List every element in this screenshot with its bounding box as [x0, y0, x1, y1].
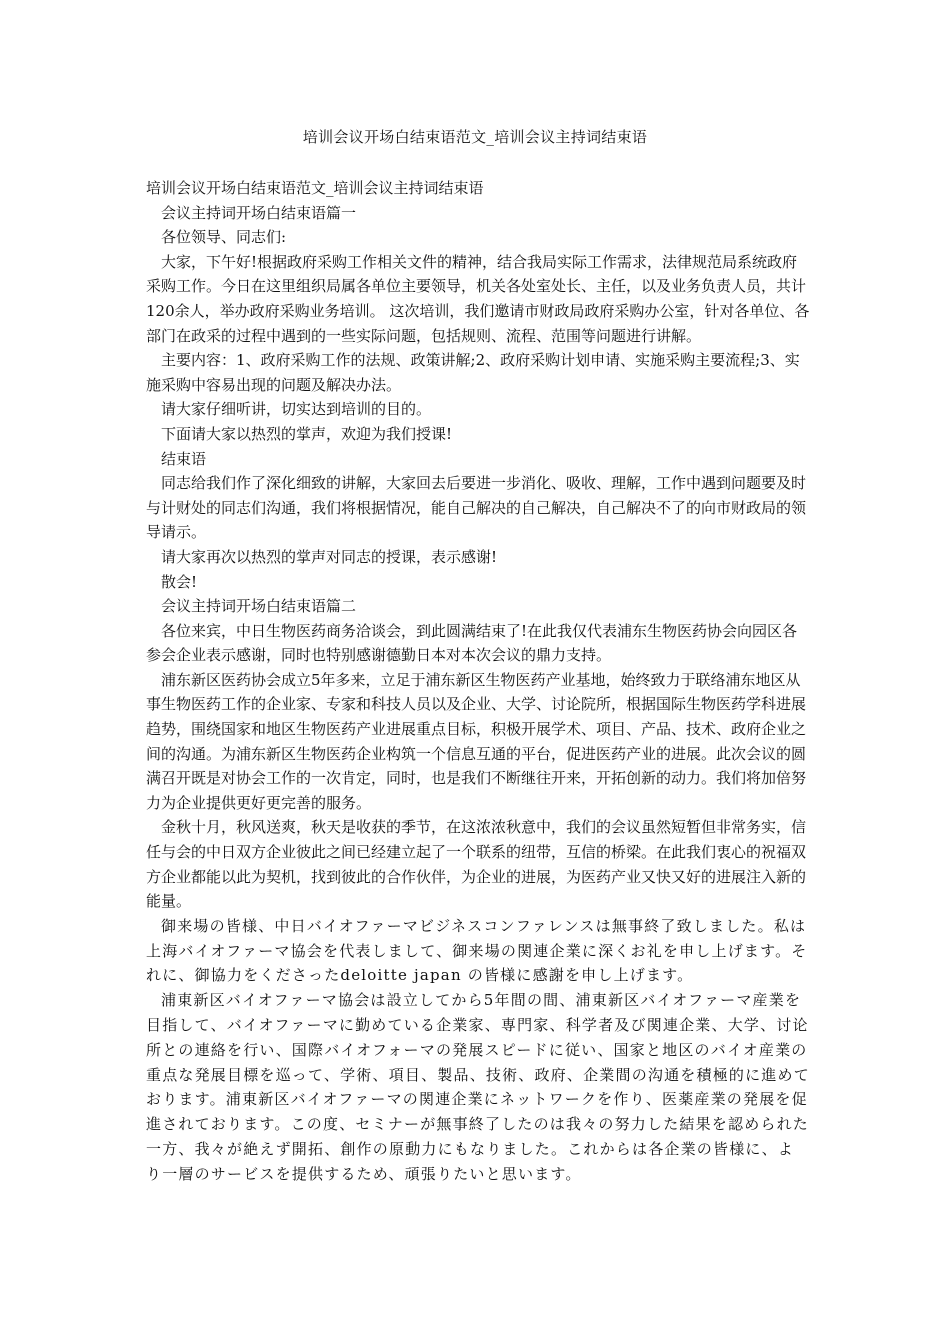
paragraph: 金秋十月，秋风送爽，秋天是收获的季节，在这浓浓秋意中，我们的会议虽然短暂但非常务实，信任与会的中日双方企业彼此之间已经建立起了一个联系的纽带，互信的桥梁。在此我们衷心的祝福双方企业都能以此为契机，找到彼此的合作伙伴，为企业的进展，为医药产业又快又好的进展注入新的能量。: [146, 818, 807, 911]
paragraph: 主要内容：1、政府采购工作的法规、政策讲解;2、政府采购计划申请、实施采购主要流程;3、实施采购中容易出现的问题及解决办法。: [146, 351, 800, 394]
closing-heading: 结束语: [161, 449, 207, 468]
paragraph: 浦东新区医药协会成立5年多来，立足于浦东新区生物医药产业基地，始终致力于联络浦东地区从事生物医药工作的企业家、专家和科技人员以及企业、大学、讨论院所，根据国际生物医药学科进展趋势，围绕国家和地区生物医药产业进展重点目标，积极开展学术、项目、产品、技术、政府企业之间的沟通。为浦东新区生物医药企业构筑一个信息互通的平台，促进医药产业的进展。此次会议的圆满召开既是对协会工作的一次肯定，同时，也是我们不断继往开来，开拓创新的动力。我们将加倍努力为企业提供更好更完善的服务。: [146, 670, 807, 812]
paragraph: 请大家再次以热烈的掌声对同志的授课，表示感谢!: [161, 547, 498, 566]
paragraph: 同志给我们作了深化细致的讲解，大家回去后要进一步消化、吸收、理解，工作中遇到问题要及时与计财处的同志们沟通，我们将根据情况，能自己解决的自己解决，自己解决不了的向市财政局的领导请示。: [146, 474, 807, 542]
document-body: [146, 176, 810, 1187]
paragraph: 下面请大家以热烈的掌声，欢迎为我们授课!: [161, 424, 453, 443]
paragraph: 大家，下午好!根据政府采购工作相关文件的精神，结合我局实际工作需求，法律规范局系统政府采购工作。今日在这里组织局属各单位主要领导，机关各处室处长、主任，以及业务负责人员，共计120余人，举办政府采购业务培训。 这次培训，我们邀请市财政局政府采购办公室，针对各单位、各部门在政采的过程中遇到的一些实际问题，包括规则、流程、范围等问题进行讲解。: [146, 252, 810, 345]
paragraph: 各位领导、同志们:: [161, 228, 287, 247]
document-title: 培训会议开场白结束语范文_培训会议主持词结束语: [302, 128, 648, 146]
section-heading-two: 会议主持词开场白结束语篇二: [161, 597, 357, 616]
paragraph: 请大家仔细听讲，切实达到培训的目的。: [161, 400, 432, 419]
section-heading-one: 会议主持词开场白结束语篇一: [161, 203, 357, 222]
paragraph: 各位来宾，中日生物医药商务洽谈会，到此圆满结束了!在此我仅代表浦东生物医药协会向园区各参会企业表示感谢，同时也特别感谢德勤日本对本次会议的鼎力支持。: [146, 621, 798, 665]
paragraph-japanese: 浦東新区バイオファーマ協会は設立してから5年間の間、浦東新区バイオファーマ産業を目指して、バイオファーマに勤めている企業家、専門家、科学者及び関連企業、大学、讨论所との連絡を行い、国際バイオフォーマの発展スピードに従い、国家と地区のバイオ産業の重点な発展目標を巡って、学術、項目、製品、技術、政府、企業間の沟通を積極的に進めております。浦東新区バイオファーマの関連企業にネットワークを作り、医薬産業の発展を促進されております。この度、セミナーが無事終了したのは我々の努力した結果を認められた一方、我々が絶えず開拓、創作の原動力にもなりました。これからは各企業の皆様に、より一層のサービスを提供するため、頑張りたいと思います。: [146, 991, 810, 1183]
paragraph-heading: 培训会议开场白结束语范文_培训会议主持词结束语: [146, 179, 484, 197]
paragraph: 散会!: [161, 572, 198, 591]
paragraph-japanese: 御来場の皆様、中日バイオファーマビジネスコンファレンスは無事終了致しました。私は上海バイオファーマ協会を代表しまして、御来場の関連企業に深くお礼を申し上げます。それに、御協力をくださったdeloitte japan の皆様に感謝を申し上げます。: [146, 916, 808, 985]
